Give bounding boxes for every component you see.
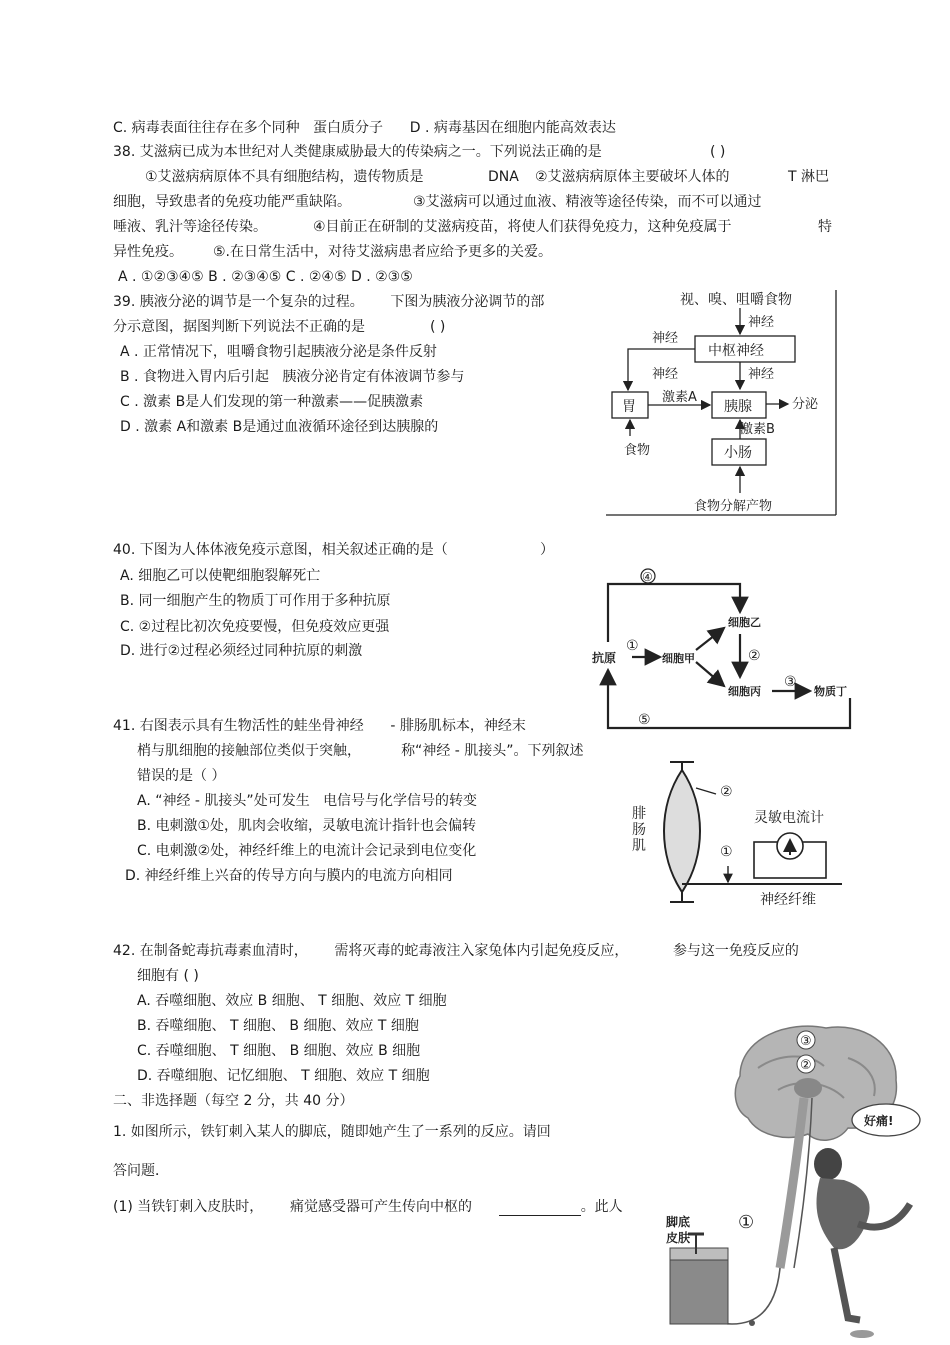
q40-paren: ） <box>540 542 554 558</box>
diag-hormone-a-label: 激素A <box>662 390 697 405</box>
q39-stem: 39. 胰液分泌的调节是一个复杂的过程。 下图为胰液分泌调节的部 <box>113 294 545 310</box>
q41-stem-2: 梢与肌细胞的接触部位类似于突触， 称“神经 - 肌接头”。下列叙述 <box>137 743 584 759</box>
q42-stem-2: 细胞有 ( ) <box>137 968 199 984</box>
diag-muscle-label: 肌 <box>632 838 646 854</box>
diag-substance-d: 物质丁 <box>814 685 847 698</box>
q38-statement-5: ⑤.在日常生活中，对待艾滋病患者应给予更多的关爱。 <box>213 244 552 260</box>
part2-q1-line3: (1) 当铁钉刺入皮肤时， 痛觉感受器可产生传向中枢的 。此人 <box>113 1199 623 1215</box>
illus-num-1: ① <box>738 1212 755 1233</box>
q41-stem-3: 错误的是（ ） <box>137 768 226 784</box>
q38-line3a: 唾液、乳汁等途径传染。 <box>113 219 267 235</box>
part2-heading: 二、非选择题（每空 2 分，共 40 分） <box>113 1093 354 1109</box>
diag-products-label: 食物分解产物 <box>694 499 773 514</box>
q38-options: A . ①②③④⑤ B . ②③④⑤ C . ②④⑤ D . ②③⑤ <box>118 269 413 285</box>
q39-stem-2: 分示意图，据图判断下列说法不正确的是 <box>113 319 365 335</box>
diag-nerve-label: 神经 <box>748 367 775 382</box>
q38-statement-4: ④目前正在研制的艾滋病疫苗，将使人们获得免疫力，这种免疫属于 <box>313 219 732 235</box>
q40-option-b: B. 同一细胞产生的物质丁可作用于多种抗原 <box>120 593 391 609</box>
q39-option-b: B . 食物进入胃内后引起 胰液分泌肯定有体液调节参与 <box>120 369 465 385</box>
q41-option-d: D. 神经纤维上兴奋的传导方向与膜内的电流方向相同 <box>125 868 453 884</box>
diag-cell-b: 细胞乙 <box>728 616 761 629</box>
illus-skin-label: 皮肤 <box>666 1231 691 1245</box>
diag-nerve-label: 神经 <box>748 315 775 330</box>
diag-num-3: ③ <box>784 674 797 690</box>
reflex-illustration <box>648 1018 938 1340</box>
diag-num-2: ② <box>720 784 733 800</box>
q39-option-c: C . 激素 B是人们发现的第一种激素——促胰激素 <box>120 394 424 410</box>
diag-meter-label: 灵敏电流计 <box>754 810 824 826</box>
q38-statement-3: ③艾滋病可以通过血液、精液等途径传染，而不可以通过 <box>413 194 762 210</box>
diag-cell-c: 细胞丙 <box>728 685 761 698</box>
pancreas-regulation-diagram <box>600 286 845 518</box>
q40-stem: 40. 下图为人体体液免疫示意图，相关叙述正确的是（ <box>113 542 448 558</box>
q38-line3c: 特 <box>818 219 832 235</box>
diag-nerve-label: 神经 <box>652 367 679 382</box>
q42-option-b: B. 吞噬细胞、 T 细胞、 B 细胞、效应 T 细胞 <box>137 1018 419 1034</box>
q40-option-d: D. 进行②过程必须经过同种抗原的刺激 <box>120 643 363 659</box>
q42-stem-1: 42. 在制备蛇毒抗毒素血清时， 需将灭毒的蛇毒液注入家兔体内引起免疫反应， 参与这一免疫反应的 <box>113 943 799 959</box>
q42-option-d: D. 吞噬细胞、记忆细胞、 T 细胞、效应 T 细胞 <box>137 1068 430 1084</box>
q41-stem-1: 41. 右图表示具有生物活性的蛙坐骨神经 - 腓肠肌标本，神经末 <box>113 718 526 734</box>
diag-nerve-label: 神经 <box>652 331 679 346</box>
illus-bubble-text: 好痛! <box>864 1114 894 1128</box>
answer-blank[interactable] <box>499 1201 581 1216</box>
diag-muscle-label: 腓 <box>632 806 646 822</box>
q41-option-c: C. 电刺激②处，神经纤维上的电流计会记录到电位变化 <box>137 843 477 859</box>
part2-q1-line1: 1. 如图所示，铁钉刺入某人的脚底，随即她产生了一系列的反应。请回 <box>113 1124 551 1140</box>
illus-num-2: ② <box>800 1058 812 1073</box>
q38-line4a: 异性免疫。 <box>113 244 183 260</box>
q38-statement-1: ①艾滋病病原体不具有细胞结构，遗传物质是 <box>145 169 424 185</box>
illus-num-3: ③ <box>800 1034 812 1049</box>
illus-skin-label: 脚底 <box>666 1215 691 1229</box>
diag-antigen: 抗原 <box>592 651 617 665</box>
diag-num-1: ① <box>626 638 639 654</box>
q39-option-d: D . 激素 A和激素 B是通过血液循环途径到达胰腺的 <box>120 419 439 435</box>
diag-num-4: ④ <box>642 570 653 584</box>
diag-muscle-label: 肠 <box>632 822 646 838</box>
q41-option-b: B. 电刺激①处，肌肉会收缩，灵敏电流计指针也会偏转 <box>137 818 477 834</box>
q37-option-c: C. 病毒表面往往存在多个同种 蛋白质分子 D . 病毒基因在细胞内能高效表达 <box>113 120 616 136</box>
humoral-immunity-diagram <box>588 562 860 732</box>
diag-food-label: 食物 <box>624 443 651 458</box>
nerve-muscle-diagram <box>630 756 844 911</box>
diag-pancreas-label: 胰腺 <box>724 399 752 415</box>
part2-q1-line2: 答问题． <box>113 1163 169 1179</box>
diag-intestine-label: 小肠 <box>724 445 752 461</box>
q39-option-a: A . 正常情况下，咀嚼食物引起胰液分泌是条件反射 <box>120 344 437 360</box>
q38-paren: ( ) <box>710 144 726 160</box>
q38-dna: DNA <box>488 169 519 185</box>
q40-option-c: C. ②过程比初次免疫要慢，但免疫效应更强 <box>120 619 390 635</box>
diag-center-label: 中枢神经 <box>708 343 764 359</box>
q38-line2a: 细胞，导致患者的免疫功能严重缺陷。 <box>113 194 351 210</box>
q38-stem: 38. 艾滋病已成为本世纪对人类健康威胁最大的传染病之一。下列说法正确的是 <box>113 144 602 160</box>
diag-num-5: ⑤ <box>638 712 651 728</box>
q42-option-c: C. 吞噬细胞、 T 细胞、 B 细胞、效应 B 细胞 <box>137 1043 421 1059</box>
q39-paren: ( ) <box>430 319 446 335</box>
q41-option-a: A. “神经 - 肌接头”处可发生 电信号与化学信号的转变 <box>137 793 478 809</box>
q40-option-a: A. 细胞乙可以使靶细胞裂解死亡 <box>120 568 321 584</box>
diag-hormone-b-label: 激素B <box>740 422 775 437</box>
q38-t-lymph: T 淋巴 <box>788 169 830 185</box>
diag-top-label: 视、嗅、咀嚼食物 <box>680 292 792 308</box>
diag-num-2: ② <box>748 648 761 664</box>
diag-stomach-label: 胃 <box>622 399 636 415</box>
q38-statement-2: ②艾滋病病原体主要破坏人体的 <box>535 169 730 185</box>
diag-num-1: ① <box>720 844 733 860</box>
q42-option-a: A. 吞噬细胞、效应 B 细胞、 T 细胞、效应 T 细胞 <box>137 993 447 1009</box>
diag-fiber-label: 神经纤维 <box>760 892 816 908</box>
diag-secrete-label: 分泌 <box>792 397 819 412</box>
diag-cell-a: 细胞甲 <box>662 652 695 665</box>
